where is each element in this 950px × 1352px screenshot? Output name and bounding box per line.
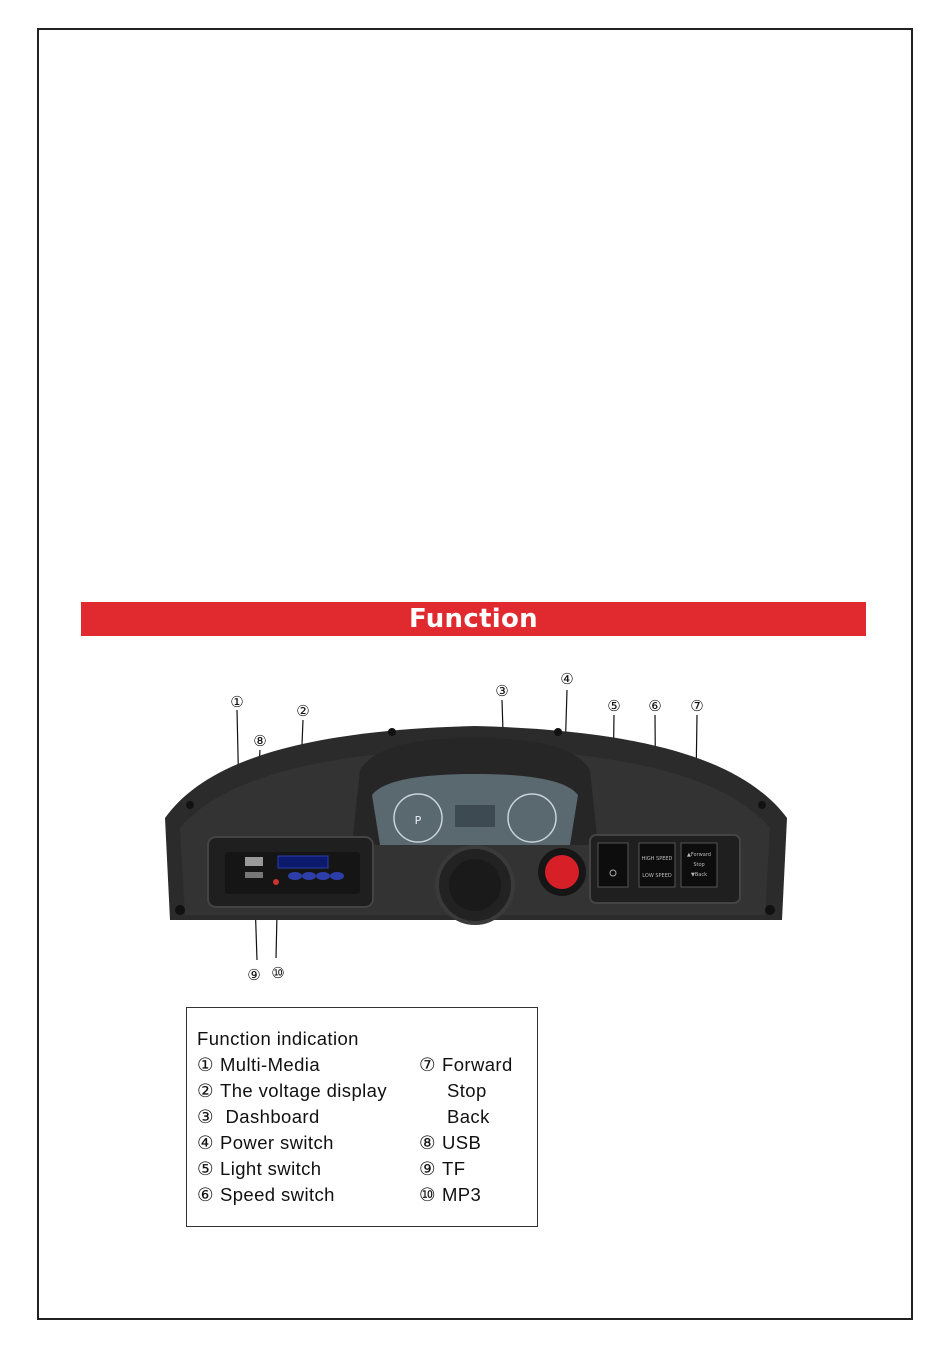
high-speed-label: HIGH SPEED: [641, 856, 673, 862]
callout-8: ⑧: [253, 732, 267, 750]
screen-center-panel: [455, 805, 495, 827]
tf-slot: [245, 872, 263, 878]
callout-7: ⑦: [690, 697, 704, 715]
steering-hub: [449, 859, 501, 911]
stop-label: Stop: [693, 862, 705, 868]
dashboard-figure: [150, 660, 800, 990]
legend-item-3: ③ Dashboard: [197, 1106, 320, 1127]
legend-item-2: ② The voltage display: [197, 1080, 387, 1101]
legend-item-10: ⑩ MP3: [419, 1184, 482, 1205]
legend-item-5: ⑤ Light switch: [197, 1158, 322, 1179]
legend-title: Function indication: [197, 1028, 359, 1049]
callout-3: ③: [495, 682, 509, 700]
light-switch: [598, 843, 628, 887]
gear-indicator: P: [414, 814, 422, 827]
callout-9: ⑨: [247, 966, 261, 984]
legend-item-7-stop: Stop: [447, 1080, 487, 1101]
callout-4: ④: [560, 670, 574, 688]
banner-title: Function: [408, 604, 538, 634]
power-switch: [545, 855, 579, 889]
function-indication-box: [186, 1007, 538, 1227]
callout-2: ②: [296, 702, 310, 720]
low-speed-label: LOW SPEED: [642, 873, 672, 879]
back-label: ▼Back: [691, 872, 707, 878]
legend-item-1: ① Multi-Media: [197, 1054, 321, 1075]
callout-1: ①: [230, 693, 244, 711]
voltage-display: [278, 856, 328, 868]
speed-switch: [639, 843, 675, 887]
callout-5: ⑤: [607, 697, 621, 715]
callout-6: ⑥: [648, 697, 662, 715]
legend-item-4: ④ Power switch: [197, 1132, 334, 1153]
legend-item-7-back: Back: [447, 1106, 490, 1127]
callout-10: ⑩: [271, 964, 285, 982]
legend-item-6: ⑥ Speed switch: [197, 1184, 335, 1205]
mp3-jack: [273, 879, 279, 885]
forward-label: ▲Forward: [687, 852, 711, 858]
function-banner: [81, 602, 866, 636]
legend-item-7: ⑦ Forward: [419, 1054, 513, 1075]
legend-item-8: ⑧ USB: [419, 1132, 482, 1153]
usb-port: [245, 857, 263, 866]
legend-item-9: ⑨ TF: [419, 1158, 466, 1179]
